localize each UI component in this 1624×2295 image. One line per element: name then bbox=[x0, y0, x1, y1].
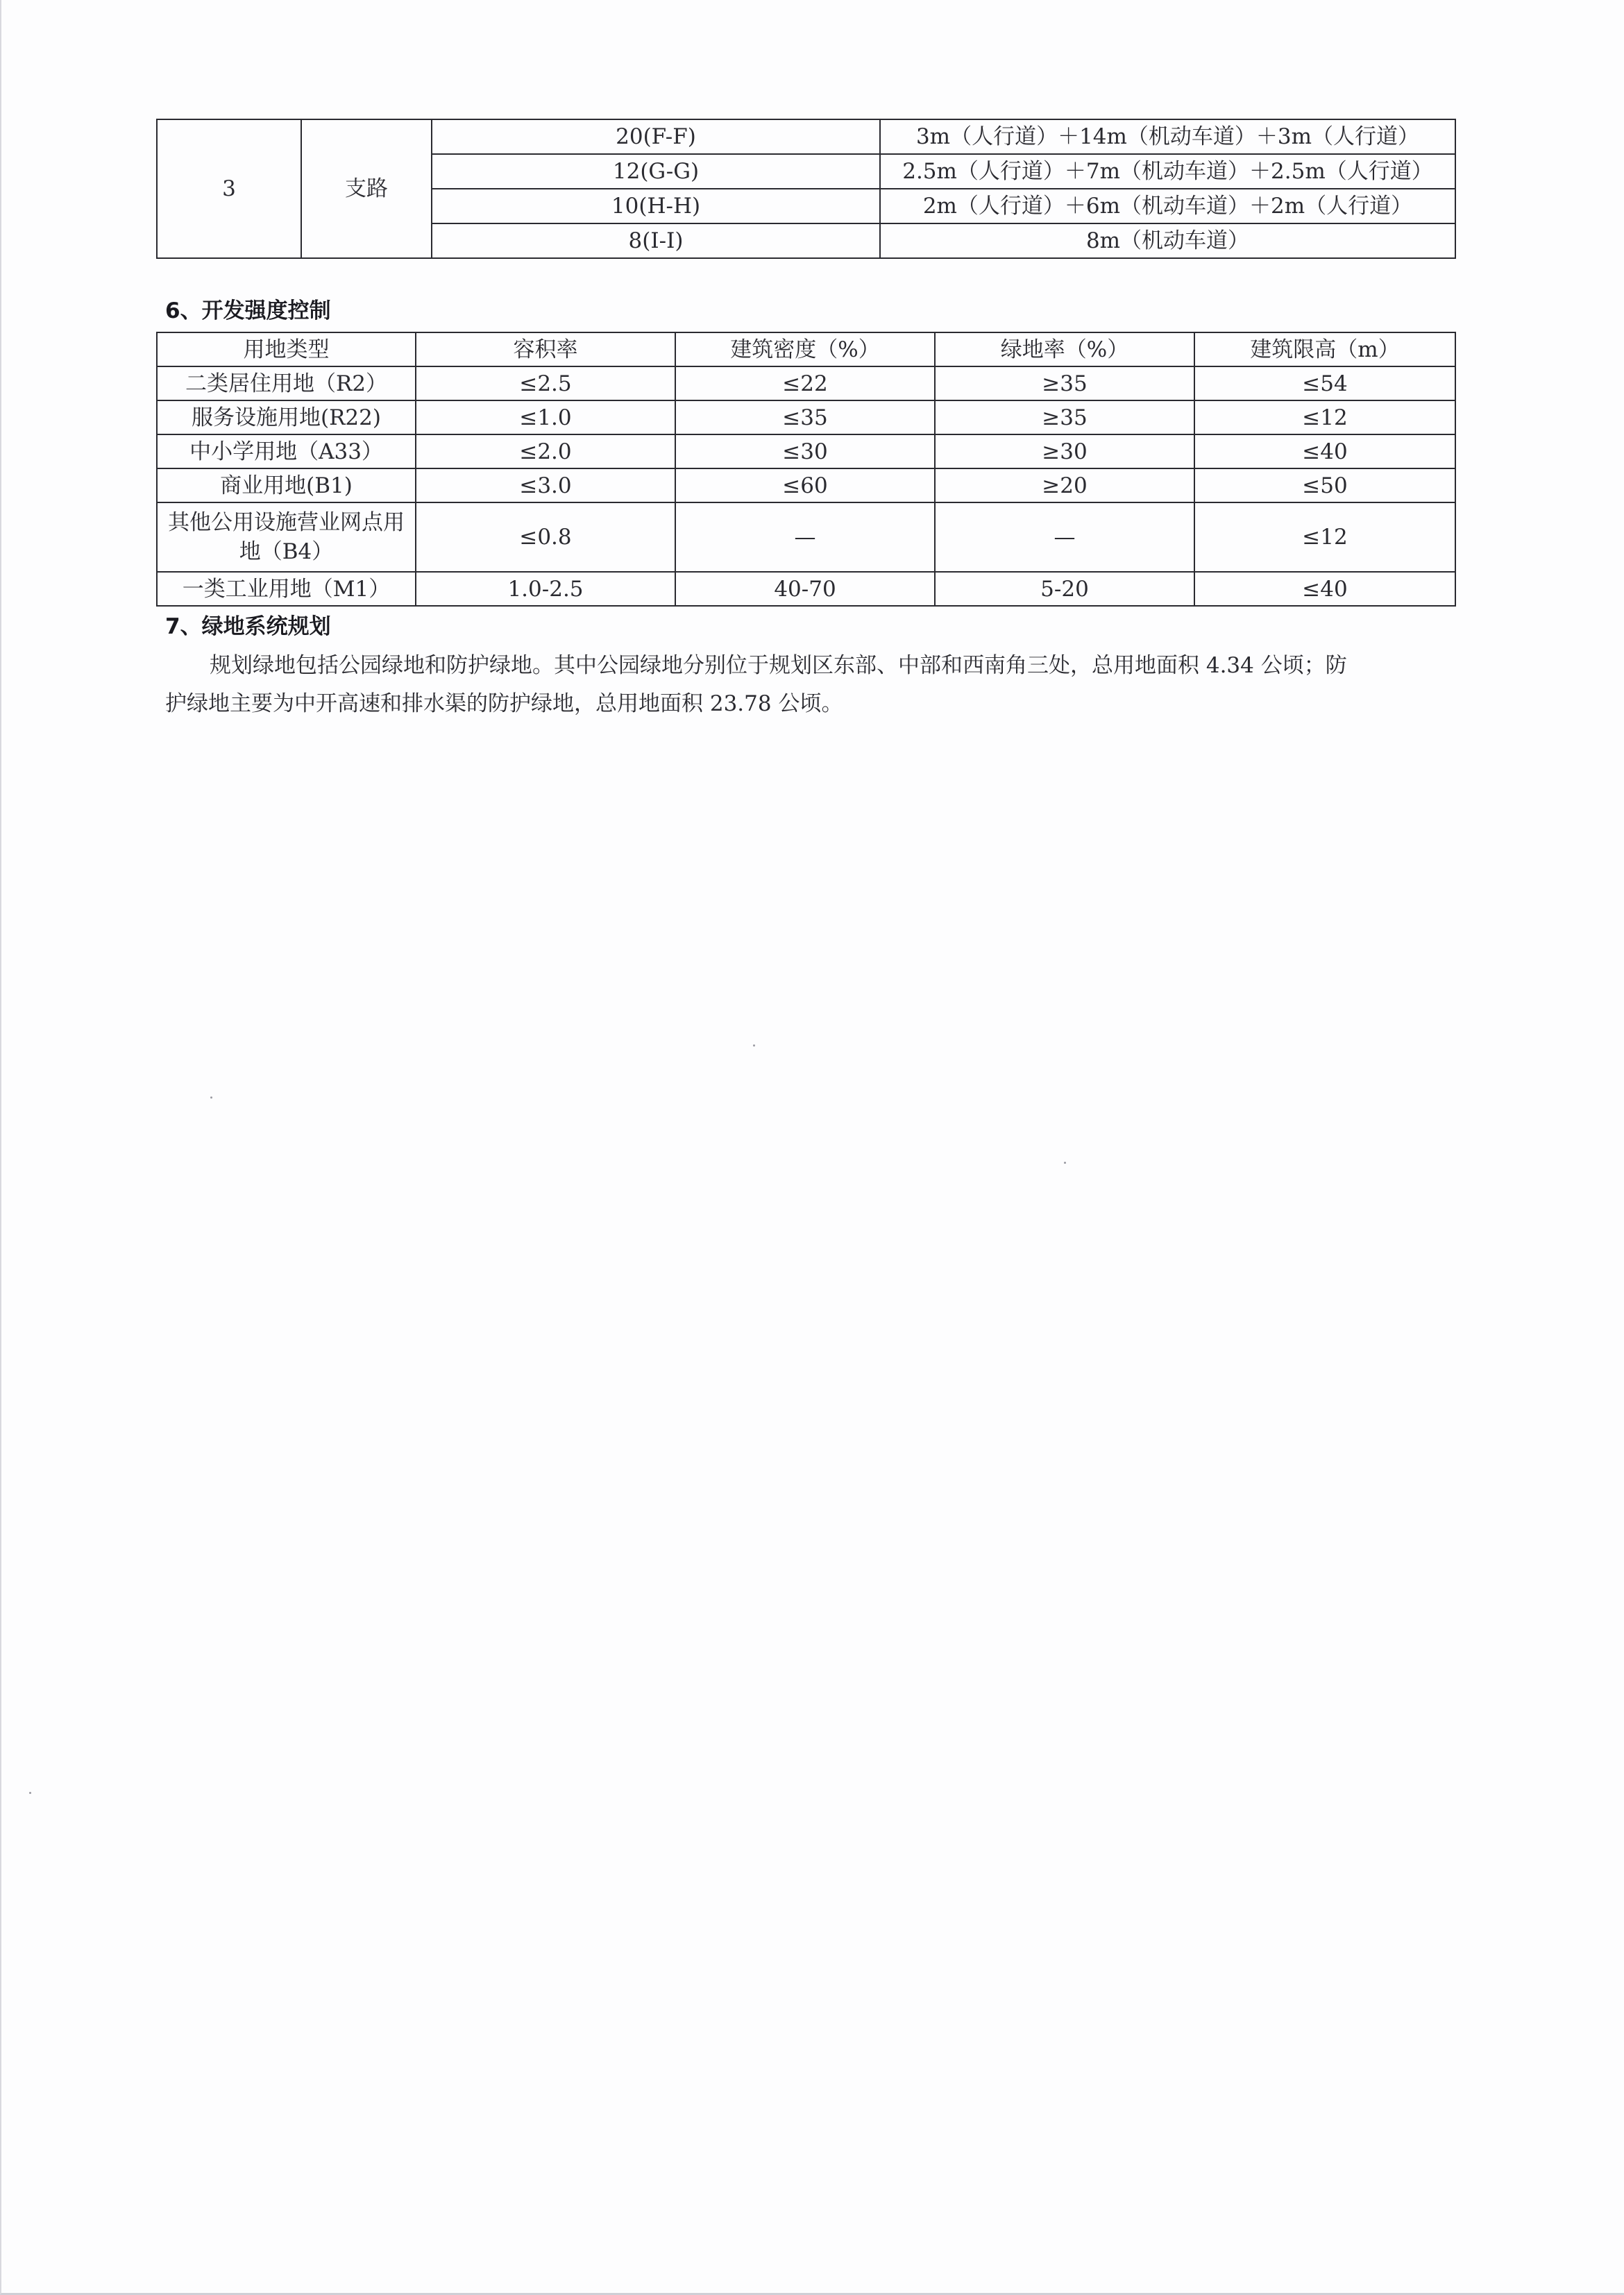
table-row bbox=[157, 468, 1455, 502]
height-limit-cell: ≤40 bbox=[1194, 434, 1455, 468]
far-cell: ≤2.0 bbox=[416, 434, 675, 468]
density-cell: ≤35 bbox=[675, 400, 935, 434]
far-cell: 1.0-2.5 bbox=[416, 572, 675, 606]
height-limit-cell: ≤12 bbox=[1194, 502, 1455, 572]
road-section-cell: 2m（人行道）＋6m（机动车道）＋2m（人行道） bbox=[880, 189, 1455, 223]
far-cell: ≤3.0 bbox=[416, 468, 675, 502]
density-cell: ≤22 bbox=[675, 366, 935, 400]
density-cell: ≤30 bbox=[675, 434, 935, 468]
header-green-ratio: 绿地率（%） bbox=[935, 332, 1194, 366]
road-section-cell: 2.5m（人行道）＋7m（机动车道）＋2.5m（人行道） bbox=[880, 154, 1455, 189]
development-intensity-table bbox=[156, 332, 1456, 607]
road-width-cell: 20(F-F) bbox=[432, 119, 880, 154]
far-cell: ≤1.0 bbox=[416, 400, 675, 434]
height-limit-cell: ≤40 bbox=[1194, 572, 1455, 606]
table-row bbox=[157, 434, 1455, 468]
land-type-cell: 中小学用地（A33） bbox=[157, 434, 416, 468]
scan-speck bbox=[753, 1044, 755, 1047]
density-cell: 40-70 bbox=[675, 572, 935, 606]
table-row bbox=[157, 119, 1455, 154]
height-limit-cell: ≤12 bbox=[1194, 400, 1455, 434]
road-width-cell: 12(G-G) bbox=[432, 154, 880, 189]
far-cell: ≤2.5 bbox=[416, 366, 675, 400]
land-type-cell: 其他公用设施营业网点用地（B4） bbox=[157, 502, 416, 572]
green-ratio-cell: ≥20 bbox=[935, 468, 1194, 502]
header-density: 建筑密度（%） bbox=[675, 332, 935, 366]
road-type-cell: 支路 bbox=[301, 119, 432, 258]
far-cell: ≤0.8 bbox=[416, 502, 675, 572]
table-header-row bbox=[157, 332, 1455, 366]
scan-speck bbox=[1064, 1162, 1066, 1164]
header-height-limit: 建筑限高（m） bbox=[1194, 332, 1455, 366]
road-section-table bbox=[156, 119, 1456, 259]
green-ratio-cell: ≥35 bbox=[935, 400, 1194, 434]
road-section-cell: 3m（人行道）＋14m（机动车道）＋3m（人行道） bbox=[880, 119, 1455, 154]
table-row bbox=[157, 366, 1455, 400]
road-section-cell: 8m（机动车道） bbox=[880, 223, 1455, 258]
table-row bbox=[157, 572, 1455, 606]
scan-speck bbox=[210, 1096, 212, 1099]
scan-speck bbox=[29, 1792, 31, 1794]
green-space-paragraph-line-2: 护绿地主要为中开高速和排水渠的防护绿地，总用地面积 23.78 公顷。 bbox=[165, 691, 843, 716]
height-limit-cell: ≤54 bbox=[1194, 366, 1455, 400]
land-type-cell: 一类工业用地（M1） bbox=[157, 572, 416, 606]
green-ratio-cell: ≥35 bbox=[935, 366, 1194, 400]
road-width-cell: 8(I-I) bbox=[432, 223, 880, 258]
height-limit-cell: ≤50 bbox=[1194, 468, 1455, 502]
row-number-cell: 3 bbox=[157, 119, 301, 258]
land-type-cell: 商业用地(B1) bbox=[157, 468, 416, 502]
green-ratio-cell: ≥30 bbox=[935, 434, 1194, 468]
land-type-cell: 二类居住用地（R2） bbox=[157, 366, 416, 400]
road-width-cell: 10(H-H) bbox=[432, 189, 880, 223]
green-ratio-cell: — bbox=[935, 502, 1194, 572]
green-ratio-cell: 5-20 bbox=[935, 572, 1194, 606]
header-far: 容积率 bbox=[416, 332, 675, 366]
section-6-title: 6、开发强度控制 bbox=[165, 298, 331, 323]
density-cell: — bbox=[675, 502, 935, 572]
header-land-type: 用地类型 bbox=[157, 332, 416, 366]
section-7-title: 7、绿地系统规划 bbox=[165, 614, 331, 639]
table-row bbox=[157, 502, 1455, 572]
land-type-cell: 服务设施用地(R22) bbox=[157, 400, 416, 434]
density-cell: ≤60 bbox=[675, 468, 935, 502]
green-space-paragraph-line-1: 规划绿地包括公园绿地和防护绿地。其中公园绿地分别位于规划区东部、中部和西南角三处，总用地面积 4.34 公顷；防 bbox=[210, 653, 1347, 678]
table-row bbox=[157, 400, 1455, 434]
